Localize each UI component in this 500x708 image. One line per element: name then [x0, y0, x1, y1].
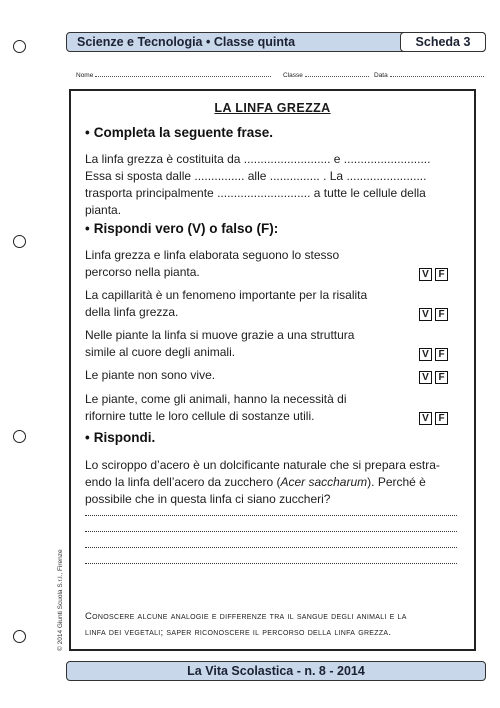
- class-label: Classe: [283, 72, 303, 79]
- false-box[interactable]: F: [435, 268, 448, 281]
- footer-bar: La Vita Scolastica - n. 8 - 2014: [66, 661, 486, 681]
- tf-statement-3: Nelle piante la linfa si muove grazie a una struttura simile al cuore degli animali.: [85, 328, 355, 359]
- tf-choice-2[interactable]: [419, 304, 451, 322]
- name-label: Nome: [76, 72, 94, 79]
- worksheet-title: LA LINFA GREZZA: [214, 101, 331, 115]
- true-box[interactable]: V: [419, 308, 432, 321]
- header-bar: [66, 32, 486, 52]
- learning-objective: Conoscere alcune analogie e differenze tra il sangue degli animali e la linfa dei vegetali; saper riconoscere il percorso della linfa grezza.: [85, 611, 407, 638]
- fill-in-sentence[interactable]: La linfa grezza è costituita da .......................... e .......................... Essa si sposta dalle ............... alle ............... . La ........................ trasporta principalmente ............................ a tutte le cellule della pianta.: [85, 152, 431, 217]
- section-answer-heading: • Rispondi.: [85, 430, 156, 445]
- true-box[interactable]: V: [419, 348, 432, 361]
- tf-statement-2: La capillarità è un fenomeno importante per la risalita della linfa grezza.: [85, 288, 368, 319]
- binder-hole-3: [13, 430, 26, 443]
- section-true-false-heading: • Rispondi vero (V) o falso (F):: [85, 221, 279, 236]
- name-field[interactable]: [76, 70, 271, 79]
- tf-choice-5[interactable]: [419, 408, 451, 426]
- date-field[interactable]: [374, 70, 484, 79]
- date-label: Data: [374, 72, 388, 79]
- binder-hole-4: [13, 630, 26, 643]
- section-complete-heading: • Completa la seguente frase.: [85, 125, 274, 140]
- tf-statement-4: Le piante non sono vive.: [85, 368, 216, 382]
- false-box[interactable]: F: [435, 348, 448, 361]
- false-box[interactable]: F: [435, 371, 448, 384]
- tf-statement-5: Le piante, come gli animali, hanno la necessità di rifornire tutte le loro cellule di sostanze utili.: [85, 392, 347, 423]
- class-field[interactable]: [283, 70, 369, 79]
- answer-line-1[interactable]: [85, 514, 457, 516]
- binder-hole-2: [13, 235, 26, 248]
- false-box[interactable]: F: [435, 412, 448, 425]
- worksheet-box: [69, 89, 476, 651]
- question-text: Lo sciroppo d’acero è un dolcificante naturale che si prepara estra- endo la linfa dell’acero da zucchero (Acer saccharum). Perché è possibile che in questa linfa ci siano zuccheri?: [85, 458, 440, 506]
- copyright-notice: © 2014 Giunti Scuola S.r.l., Firenze: [57, 549, 64, 651]
- true-box[interactable]: V: [419, 268, 432, 281]
- tf-choice-4[interactable]: [419, 367, 451, 385]
- true-box[interactable]: V: [419, 371, 432, 384]
- scheda-label: Scheda 3: [400, 32, 486, 52]
- tf-choice-1[interactable]: [419, 264, 451, 282]
- subject-title: Scienze e Tecnologia • Classe quinta: [77, 35, 296, 49]
- false-box[interactable]: F: [435, 308, 448, 321]
- answer-line-3[interactable]: [85, 546, 457, 548]
- binder-hole-1: [13, 40, 26, 53]
- tf-statement-1: Linfa grezza e linfa elaborata seguono lo stesso percorso nella pianta.: [85, 248, 340, 279]
- answer-line-4[interactable]: [85, 562, 457, 564]
- answer-line-2[interactable]: [85, 530, 457, 532]
- true-box[interactable]: V: [419, 412, 432, 425]
- tf-choice-3[interactable]: [419, 344, 451, 362]
